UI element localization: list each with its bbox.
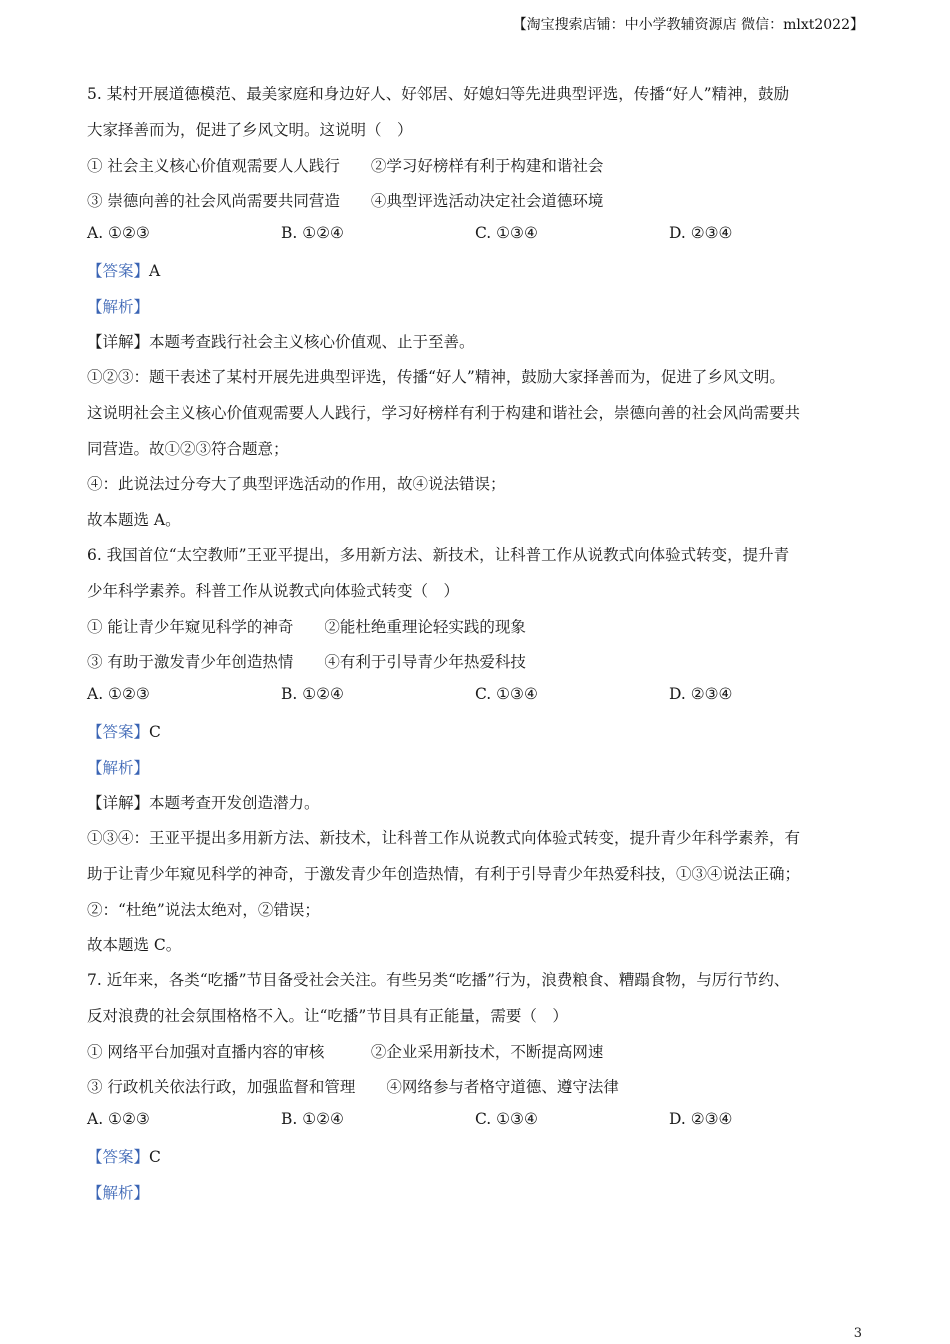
q6-answer-tag: 【答案】 (87, 723, 150, 741)
q5-choice-c: C. ①③④ (475, 224, 538, 242)
q5-options-1-2: ① 社会主义核心价值观需要人人践行 ②学习好榜样有利于构建和谐社会 (87, 157, 604, 175)
q6-explanation-line-2: 助于让青少年窥见科学的神奇，于激发青少年创造热情，有利于引导青少年热爱科技，①③④说法正确； (87, 865, 801, 883)
q5-choice-d: D. ②③④ (669, 224, 733, 242)
q6-stem-line-2: 少年科学素养。科普工作从说教式向体验式转变（ ） (87, 582, 460, 600)
q6-detail-tag: 【详解】 (87, 794, 150, 812)
q6-choice-c: C. ①③④ (475, 685, 538, 703)
q6-detail (87, 791, 320, 813)
q5-explanation-line-3: 同营造。故①②③符合题意； (87, 440, 289, 458)
q7-options-3-4: ③ 行政机关依法行政，加强监督和管理 ④网络参与者格守道德、遵守法律 (87, 1078, 619, 1096)
q6-analysis-tag: 【解析】 (87, 759, 150, 777)
q6-explanation-line-3: ②：“杜绝”说法太绝对，②错误； (87, 901, 320, 919)
q6-answer-value: C (149, 723, 161, 741)
q6-choice-b: B. ①②④ (281, 685, 344, 703)
q5-explanation-line-1: ①②③：题干表述了某村开展先进典型评选，传播“好人”精神，鼓励大家择善而为，促进了乡风文明。 (87, 368, 785, 386)
q5-stem-line-2: 大家择善而为，促进了乡风文明。这说明（ ） (87, 121, 413, 139)
q5-answer (87, 259, 160, 281)
q5-explanation-line-2: 这说明社会主义核心价值观需要人人践行，学习好榜样有利于构建和谐社会，崇德向善的社会风尚需要共 (87, 404, 801, 422)
q6-stem-line-1: 6. 我国首位“太空教师”王亚平提出，多用新方法、新技术，让科普工作从说教式向体验式转变，提升青 (87, 546, 790, 564)
q5-explanation-line-4: ④：此说法过分夸大了典型评选活动的作用，故④说法错误； (87, 475, 506, 493)
q7-options-1-2: ① 网络平台加强对直播内容的审核 ②企业采用新技术，不断提高网速 (87, 1043, 604, 1061)
q7-stem-line-2: 反对浪费的社会氛围格格不入。让“吃播”节目具有正能量，需要（ ） (87, 1007, 568, 1025)
q7-choice-b: B. ①②④ (281, 1110, 344, 1128)
page-number: 3 (853, 1326, 862, 1341)
q6-choice-d: D. ②③④ (669, 685, 733, 703)
q7-answer (87, 1145, 161, 1167)
q7-choice-a: A. ①②③ (87, 1110, 150, 1128)
q5-choice-a: A. ①②③ (87, 224, 150, 242)
q5-detail (87, 330, 475, 352)
q5-analysis-tag: 【解析】 (87, 298, 150, 316)
q6-explanation-line-1: ①③④：王亚平提出多用新方法、新技术，让科普工作从说教式向体验式转变，提升青少年科学素养，有 (87, 829, 801, 847)
q5-answer-value: A (149, 262, 161, 280)
q5-conclusion: 故本题选 A。 (87, 511, 181, 529)
q7-answer-tag: 【答案】 (87, 1148, 150, 1166)
q5-options-3-4: ③ 崇德向善的社会风尚需要共同营造 ④典型评选活动决定社会道德环境 (87, 192, 604, 210)
q7-choice-d: D. ②③④ (669, 1110, 733, 1128)
q6-answer (87, 720, 161, 742)
q6-options-3-4: ③ 有助于激发青少年创造热情 ④有利于引导青少年热爱科技 (87, 653, 526, 671)
q5-detail-tag: 【详解】 (87, 333, 150, 351)
q5-answer-tag: 【答案】 (87, 262, 150, 280)
q6-detail-text: 本题考查开发创造潜力。 (149, 794, 320, 812)
q7-stem-line-1: 7. 近年来，各类“吃播”节目备受社会关注。有些另类“吃播”行为，浪费粮食、糟蹋食物，与厉行节约、 (87, 971, 790, 989)
q7-choice-c: C. ①③④ (475, 1110, 538, 1128)
q6-choice-a: A. ①②③ (87, 685, 150, 703)
q5-stem-line-1: 5. 某村开展道德模范、最美家庭和身边好人、好邻居、好媳妇等先进典型评选，传播“好人”精神，鼓励 (87, 85, 790, 103)
q5-choice-b: B. ①②④ (281, 224, 344, 242)
q5-detail-text: 本题考查践行社会主义核心价值观、止于至善。 (149, 333, 475, 351)
q7-answer-value: C (149, 1148, 161, 1166)
page-header: 【淘宝搜索店铺：中小学教辅资源店 微信：mlxt2022】 (512, 17, 864, 33)
q7-analysis-tag: 【解析】 (87, 1184, 150, 1202)
q6-options-1-2: ① 能让青少年窥见科学的神奇 ②能杜绝重理论轻实践的现象 (87, 618, 526, 636)
q6-conclusion: 故本题选 C。 (87, 936, 182, 954)
